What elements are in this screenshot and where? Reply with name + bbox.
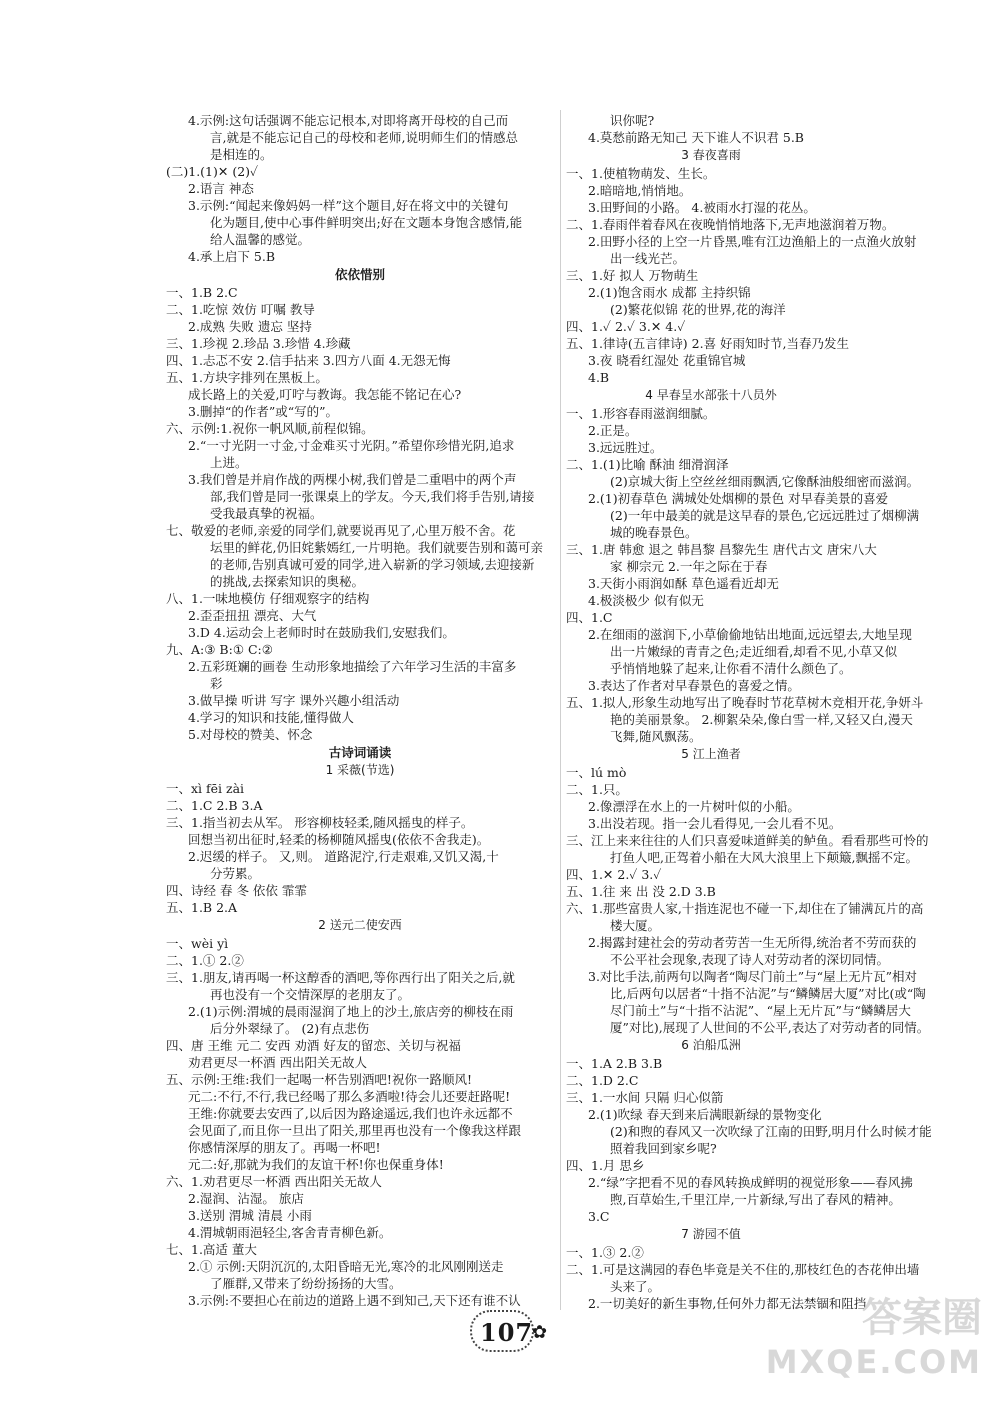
answer-line: 言,就是不能忘记自己的母校和老师,说明师生们的情感总 xyxy=(210,130,518,145)
answer-line: 城的晚春景色。 xyxy=(610,525,698,540)
answer-line: 艳的美丽景象。 2.柳絮朵朵,像白雪一样,又轻又白,漫天 xyxy=(610,712,913,727)
answer-line: 一、1.形容春雨滋润细腻。 xyxy=(566,406,716,421)
answer-line: 3.送别 渭城 清晨 小雨 xyxy=(188,1208,312,1223)
poem-title: 6 泊船瓜洲 xyxy=(681,1038,741,1052)
answer-line: 3.示例:“闻起来像妈妈一样”这个题目,好在将文中的关键句 xyxy=(188,198,509,213)
answer-line: 3.C xyxy=(588,1209,610,1224)
answer-line: 五、1.律诗(五言律诗) 2.喜 好雨知时节,当春乃发生 xyxy=(566,336,850,351)
answer-line: 是相连的。 xyxy=(210,147,273,162)
answer-line: 成长路上的关爱,叮咛与教诲。我怎能不铭记在心? xyxy=(188,387,462,402)
answer-line: 四、1.月 思乡 xyxy=(566,1158,645,1173)
section-title: 古诗词诵读 xyxy=(328,745,392,760)
answer-line: 二、1.只。 xyxy=(566,782,628,797)
answer-line: 三、江上来来往往的人们只喜爱味道鲜美的鲈鱼。看看那些可怜的 xyxy=(566,833,929,848)
answer-line: 乎悄悄地躲了起来,让你看不清什么颜色了。 xyxy=(610,661,852,676)
answer-line: 3.做早操 听讲 写字 课外兴趣小组活动 xyxy=(188,693,400,708)
answer-line: 楼大厦。 xyxy=(610,918,661,933)
answer-line: 你感情深厚的朋友了。再喝一杯吧! xyxy=(188,1140,381,1155)
answer-line: 2.(1)初春草色 满城处处烟柳的景色 对早春美景的喜爱 xyxy=(588,491,889,506)
answer-line: 部,我们曾是同一张课桌上的学友。今天,我们将手告别,请接 xyxy=(210,489,535,504)
section-title: 依依惜别 xyxy=(334,267,385,282)
answer-line: 四、1.✕ 2.✓ 3.✓ xyxy=(566,867,662,882)
answer-line: 3.天街小雨润如酥 草色遥看近却无 xyxy=(588,576,779,591)
answer-line: 2.(1)示例:渭城的晨雨湿润了地上的沙土,旅店旁的柳枝在雨 xyxy=(188,1004,514,1019)
answer-line: 五、1.往 来 出 没 2.D 3.B xyxy=(566,884,716,899)
poem-title: 5 江上渔者 xyxy=(681,747,741,761)
answer-line: 九、A:③ B:① C:② xyxy=(166,642,273,657)
answer-line: 六、示例:1.祝你一帆风顺,前程似锦。 xyxy=(166,421,374,436)
answer-line: 出一片嫩绿的青青之色;走近细看,却看不见,小草又似 xyxy=(610,644,898,659)
watermark-url: MXQE.COM xyxy=(765,1343,982,1381)
answer-line: 五、1.拟人,形象生动地写出了晚春时节花草树木竞相开花,争妍斗 xyxy=(566,695,924,710)
answer-line: 二、1.吃惊 效仿 叮嘱 教导 xyxy=(166,302,315,317)
answer-line: 化为题目,使中心事件鲜明突出;好在文题本身饱含感情,能 xyxy=(210,215,523,230)
poem-title: 7 游园不值 xyxy=(681,1227,741,1241)
answer-line: 二、1.春雨伴着春风在夜晚悄悄地落下,无声地滋润着万物。 xyxy=(566,217,895,232)
answer-line: 四、1.✓ 2.✓ 3.✕ 4.✓ xyxy=(566,319,686,334)
answer-line: 4.极淡极少 似有似无 xyxy=(588,593,704,608)
answer-line: 三、1.指当初去从军。 形容柳枝轻柔,随风摇曳的样子。 xyxy=(166,815,474,830)
answer-line: 一、1.A 2.B 3.B xyxy=(566,1056,663,1071)
answer-line: 2.像漂浮在水上的一片树叶似的小船。 xyxy=(588,799,800,814)
answer-line: 给人温馨的感觉。 xyxy=(210,232,311,247)
answer-line: 二、1.D 2.C xyxy=(566,1073,639,1088)
answer-line: 2.田野小径的上空一片昏黑,唯有江边渔船上的一点渔火放射 xyxy=(588,234,917,249)
answer-line: 四、唐 王维 元二 安西 劝酒 好友的留恋、关切与祝福 xyxy=(166,1038,461,1053)
answer-line: 劝君更尽一杯酒 西出阳关无故人 xyxy=(188,1055,367,1070)
answer-line: 三、1.珍视 2.珍品 3.珍惜 4.珍藏 xyxy=(166,336,351,351)
answer-line: 坛里的鲜花,仍旧姹紫嫣红,一片明艳。我们就要告别和蔼可亲 xyxy=(210,540,543,555)
answer-line: 六、1.那些富贵人家,十指连泥也不碰一下,却住在了铺满瓦片的高 xyxy=(566,901,924,916)
answer-line: 二、1.(1)比喻 酥油 细滑润泽 xyxy=(566,457,729,472)
answer-line: 2.(1)饱含雨水 成都 主持织锦 xyxy=(588,285,751,300)
answer-line: 七、敬爱的老师,亲爱的同学们,就要说再见了,心里万般不舍。花 xyxy=(166,523,516,538)
answer-line: 2.五彩斑斓的画卷 生动形象地描绘了六年学习生活的丰富多 xyxy=(188,659,517,674)
answer-line: 受我最真挚的祝福。 xyxy=(210,506,323,521)
answer-line: 3.田野间的小路。 4.被雨水打湿的花丛。 xyxy=(588,200,816,215)
flower-icon: ✿ xyxy=(532,1322,548,1343)
answer-line: 2.“绿”字把看不见的春风转换成鲜明的视觉形象——春风拂 xyxy=(588,1175,913,1190)
answer-line: 4.B xyxy=(588,370,610,385)
answer-line: 2.正是。 xyxy=(588,423,638,438)
watermark xyxy=(766,1286,982,1381)
answer-line: 元二:不行,不行,我已经喝了那么多酒啦!待会儿还要赶路呢! xyxy=(188,1089,511,1104)
answer-line: 四、1.C xyxy=(566,610,613,625)
answer-line: 2.① 示例:天阴沉沉的,太阳昏暗无光,寒冷的北风刚刚送走 xyxy=(188,1259,504,1274)
answer-line: 三、1.唐 韩愈 退之 韩昌黎 昌黎先生 唐代古文 唐宋八大 xyxy=(566,542,877,557)
answer-line: 3.对比手法,前两句以陶者“陶尽门前土”与“屋上无片瓦”相对 xyxy=(588,969,917,984)
answer-line: 头来了。 xyxy=(610,1279,661,1294)
poem-title: 2 送元二使安西 xyxy=(318,918,402,932)
answer-line: 上进。 xyxy=(210,455,248,470)
answer-line: 后分外翠绿了。 (2)有点悲伤 xyxy=(210,1021,370,1036)
answer-line: 3.示例:不要担心在前边的道路上遇不到知己,天下还有谁不认 xyxy=(188,1293,521,1308)
answer-line: (2)一年中最美的就是这早春的景色,它远远胜过了烟柳满 xyxy=(610,508,920,523)
answer-line: 家 柳宗元 2.一年之际在于春 xyxy=(610,559,768,574)
answer-line: 三、1.一水间 只隔 归心似箭 xyxy=(566,1090,724,1105)
answer-line: 5.对母校的赞美、怀念 xyxy=(188,727,313,742)
answer-line: 回想当初出征时,轻柔的杨柳随风摇曳(依依不舍我走)。 xyxy=(188,832,490,847)
answer-line: 厦”对比),展现了人世间的不公平,表达了对劳动者的同情。 xyxy=(610,1020,930,1035)
answer-line: 2.语言 神态 xyxy=(188,181,254,196)
answer-line: 3.D 4.运动会上老师时时在鼓励我们,安慰我们。 xyxy=(188,625,455,640)
answer-line: 2.迟缓的样子。 又,则。 道路泥泞,行走艰难,又饥又渴,十 xyxy=(188,849,499,864)
answer-line: 七、1.高适 董大 xyxy=(166,1242,257,1257)
answer-line: 不公平社会现象,表现了诗人对劳动者的深切同情。 xyxy=(610,952,889,967)
answer-line: 照着我回到家乡呢? xyxy=(610,1141,717,1156)
answer-line: 4.莫愁前路无知己 天下谁人不识君 5.B xyxy=(588,130,804,145)
poem-title: 3 春夜喜雨 xyxy=(681,148,741,162)
answer-line: 四、1.忐忑不安 2.信手拈来 3.四方八面 4.无怨无悔 xyxy=(166,353,451,368)
answer-line: 四、诗经 春 冬 依依 霏霏 xyxy=(166,883,307,898)
answer-line: 2.(1)吹绿 春天到来后满眼新绿的景物变化 xyxy=(588,1107,822,1122)
watermark-logo-text: 答案圈 xyxy=(862,1295,982,1341)
answer-line: 一、1.③ 2.② xyxy=(566,1245,644,1260)
answer-line: 比,后两句以居者“十指不沾泥”与“鳞鳞居大厦”对比(或“陶 xyxy=(610,986,926,1001)
right-column xyxy=(566,112,932,1312)
answer-line: 会见面了,而且你一旦出了阳关,那里再也没有一个像我这样跟 xyxy=(188,1123,521,1138)
answer-line: 五、示例:王维:我们一起喝一杯告别酒吧!祝你一路顺风! xyxy=(166,1072,472,1087)
answer-line: 二、1.可是这满园的春色毕竟是关不住的,那枝红色的杏花伸出墙 xyxy=(566,1262,920,1277)
answer-line: 一、wèi yì xyxy=(166,936,229,951)
answer-line: 出一线光芒。 xyxy=(610,251,686,266)
poem-title: 1 采薇(节选) xyxy=(325,763,395,777)
answer-line: 3.出没若现。指一会儿看得见,一会儿看不见。 xyxy=(588,816,842,831)
answer-line: 飞舞,随风飘荡。 xyxy=(610,729,702,744)
answer-line: 二、1.C 2.B 3.A xyxy=(166,798,263,813)
answer-line: 的挑战,去探索知识的奥秘。 xyxy=(210,574,364,589)
answer-line: 一、xì fēi zài xyxy=(166,781,245,796)
answer-line: 彩 xyxy=(210,676,223,691)
answer-line: 三、1.好 拟人 万物萌生 xyxy=(566,268,699,283)
answer-line: 八、1.一味地模仿 仔细观察字的结构 xyxy=(166,591,370,606)
answer-line: 4.渭城朝雨浥轻尘,客舍青青柳色新。 xyxy=(188,1225,392,1240)
answer-line: 3.我们曾是并肩作战的两棵小树,我们曾是二重唱中的两个声 xyxy=(188,472,517,487)
answer-line: 五、1.方块字排列在黑板上。 xyxy=(166,370,328,385)
page-number: 107 xyxy=(480,1318,534,1347)
answer-line: 煦,百草始生,千里江岸,一片新绿,写出了春风的精神。 xyxy=(610,1192,901,1207)
answer-line: 4.学习的知识和技能,懂得做人 xyxy=(188,710,354,725)
answer-line: 一、1.使植物萌发、生长。 xyxy=(566,166,716,181)
answer-line: 了雁群,又带来了纷纷扬扬的大雪。 xyxy=(210,1276,402,1291)
answer-line: 2.成熟 失败 遗忘 坚持 xyxy=(188,319,312,334)
column-divider xyxy=(560,110,561,1310)
answer-line: 再也没有一个交情深厚的老朋友了。 xyxy=(210,987,411,1002)
answer-line: 2.“一寸光阴一寸金,寸金难买寸光阴。”希望你珍惜光阴,追求 xyxy=(188,438,515,453)
answer-line: 2.在细雨的滋润下,小草偷偷地钻出地面,远远望去,大地呈现 xyxy=(588,627,912,642)
answer-line: 2.歪歪扭扭 漂亮、大气 xyxy=(188,608,317,623)
answer-line: 六、1.劝君更尽一杯酒 西出阳关无故人 xyxy=(166,1174,382,1189)
answer-line: 3.夜 晓看红湿处 花重锦官城 xyxy=(588,353,746,368)
answer-line: 打鱼人吧,正驾着小船在大风大浪里上下颠簸,飘摇不定。 xyxy=(610,850,918,865)
answer-line: 一、1.B 2.C xyxy=(166,285,238,300)
answer-line: 二、1.① 2.② xyxy=(166,953,244,968)
answer-line: (2)京城大街上空丝丝细雨飘洒,它像酥油般细密而滋润。 xyxy=(610,474,920,489)
answer-line: 4.示例:这句话强调不能忘记根本,对即将离开母校的自己而 xyxy=(188,113,509,128)
answer-line: 3.表达了作者对早春景色的喜爱之情。 xyxy=(588,678,800,693)
answer-line: 尽门前土”与“十指不沾泥”、“屋上无片瓦”与“鳞鳞居大 xyxy=(610,1003,911,1018)
answer-line: 元二:好,那就为我们的友谊干杯!你也保重身体! xyxy=(188,1157,444,1172)
answer-line: 2.揭露封建社会的劳动者劳苦一生无所得,统治者不劳而获的 xyxy=(588,935,917,950)
answer-line: 4.承上启下 5.B xyxy=(188,249,276,264)
answer-line: 五、1.B 2.A xyxy=(166,900,238,915)
answer-line: 2.湿润、沾湿。 旅店 xyxy=(188,1191,304,1206)
answer-line: 分劳累。 xyxy=(210,866,261,881)
answer-line: 2.一切美好的新生事物,任何外力都无法禁锢和阻挡 xyxy=(588,1296,867,1311)
answer-line: 3.远远胜过。 xyxy=(588,440,663,455)
answer-line: 三、1.朋友,请再喝一杯这醇香的酒吧,等你西行出了阳关之后,就 xyxy=(166,970,515,985)
answer-line: (2)和煦的春风又一次吹绿了江南的田野,明月什么时候才能 xyxy=(610,1124,932,1139)
answer-line: 王维:你就要去安西了,以后因为路途遥远,我们也许永远都不 xyxy=(188,1106,513,1121)
answer-line: (2)繁花似锦 花的世界,花的海洋 xyxy=(610,302,786,317)
answer-line: 一、lú mò xyxy=(566,765,627,780)
answer-line: 2.暗暗地,悄悄地。 xyxy=(588,183,692,198)
answer-line: 的老师,告别真诚可爱的同学,进入崭新的学习领域,去迎接新 xyxy=(210,557,535,572)
answer-line: 识你呢? xyxy=(610,113,655,128)
poem-title: 4 早春呈水部张十八员外 xyxy=(645,388,777,402)
answer-line: 3.删掉“的作者”或“写的”。 xyxy=(188,404,338,419)
answer-line: (二)1.(1)✕ (2)✓ xyxy=(166,164,259,179)
left-column xyxy=(166,112,554,1309)
